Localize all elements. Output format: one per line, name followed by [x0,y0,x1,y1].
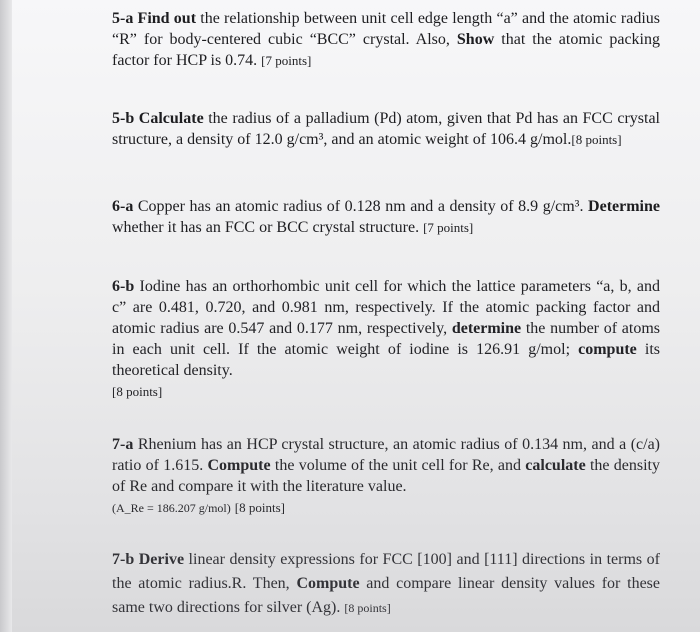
question-5a-keyword: Show [456,31,495,48]
question-6a-text-2: whether it has an FCC or BCC crystal structure. [112,219,424,236]
question-5a [112,8,660,71]
question-6b-points: [8 points] [112,384,163,399]
question-7a-text: Rhenium has an HCP crystal structure, an atomic radius of 0.134 nm, and a (c/a) ratio of 1.615. [112,436,660,474]
question-5b-text: the radius of a palladium (Pd) atom, given that Pd has an FCC crystal structure, a density of 12.0 g/cm³, and an atomic weight of 106.4 g/mol. [112,110,660,148]
question-5a-label: 5-a Find out [112,10,197,27]
question-5b-label: 5-b Calculate [112,110,204,127]
question-7a-label: 7-a [112,436,134,453]
page-shadow [0,0,12,632]
question-5a-text: the relationship between unit cell edge length “a” and the atomic radius “R” for body-centered cubic “BCC” crystal. Also, [112,10,660,48]
question-7b-text-2: and compare linear density values for these same two directions for silver (Ag). [112,575,660,616]
question-6a-text: Copper has an atomic radius of 0.128 nm and a density of 8.9 g/cm³. [133,198,589,215]
question-7a-text-3: the density of Re and compare it with the literature value. [112,457,661,495]
question-7b-points: [8 points] [344,601,391,615]
question-6b-keyword: determine [451,320,522,337]
question-7b [112,548,660,620]
question-6a [112,196,660,238]
question-7a-keyword-2: calculate [525,457,586,474]
question-7b-text: linear density expressions for FCC [100] and [111] directions in terms of the atomic radius.R. Then, [112,551,660,592]
question-5b [112,108,660,150]
question-7a-keyword: Compute [207,457,271,474]
question-6b-label: 6-b [112,278,135,295]
question-6b [112,276,660,402]
question-7b-keyword: Compute [296,575,360,592]
question-5b-points: [8 points] [571,132,622,147]
question-5a-points: [7 points] [261,53,312,68]
question-7a-note: (A_Re = 186.207 g/mol) [112,501,231,515]
question-7a [112,434,660,519]
question-6a-keyword: Determine [588,198,660,215]
question-6b-keyword-2: compute [578,341,637,358]
question-5a-text-2: that the atomic packing factor for HCP is 0.74. [112,31,660,69]
question-6b-text-3: its theoretical density. [112,341,660,379]
question-6a-points: [7 points] [423,220,474,235]
question-7b-label: 7-b Derive [112,551,185,568]
question-6b-text: Iodine has an orthorhombic unit cell for which the lattice parameters “a, b, and c” are 0.481, 0.720, and 0.981 nm, respectively. If the atomic packing factor and atomic radius are 0.547 and 0.177 nm, respectively, [112,278,660,337]
question-6a-label: 6-a [112,198,134,215]
question-7a-points: [8 points] [234,500,285,515]
question-7a-text-2: the volume of the unit cell for Re, and [270,457,526,474]
question-6b-text-2: the number of atoms in each unit cell. If the atomic weight of iodine is 126.91 g/mol; [112,320,661,358]
